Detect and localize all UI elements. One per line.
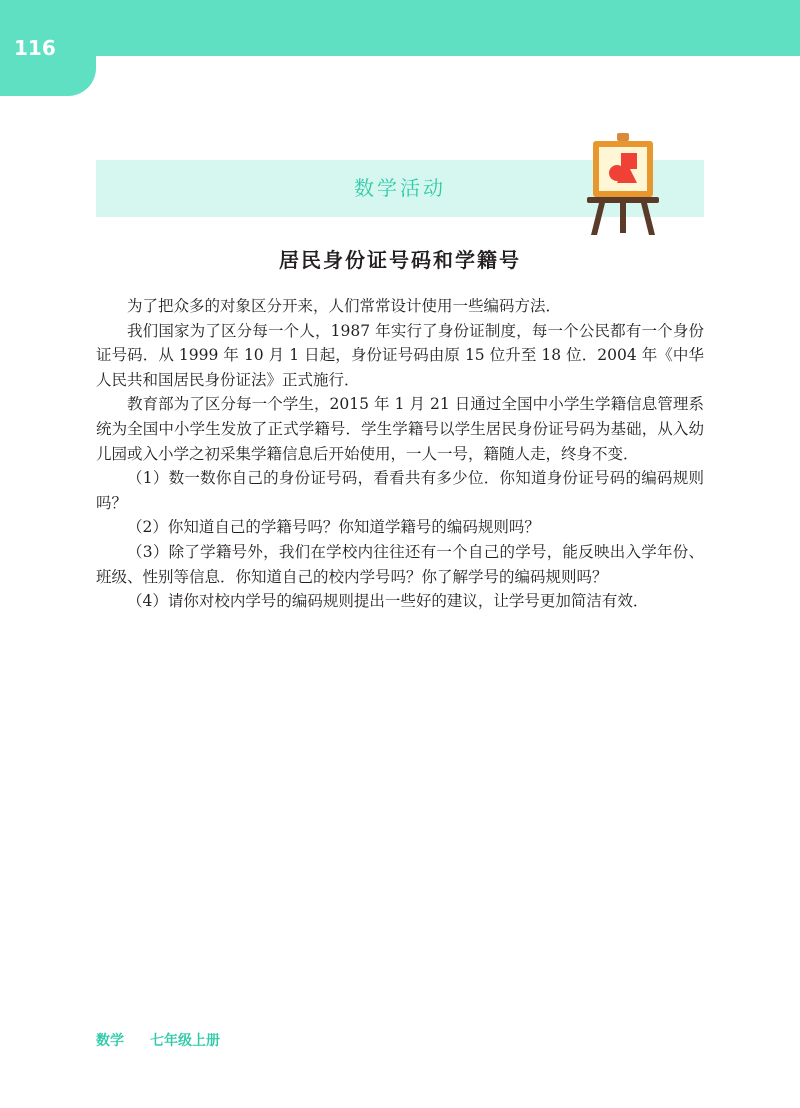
header-band [0,0,800,56]
question-2: （2）你知道自己的学籍号吗？你知道学籍号的编码规则吗？ [127,518,540,537]
page-number: 116 [14,36,56,60]
question-3: （3）除了学籍号外，我们在学校内往往还有一个自己的学号，能反映出入学年份、班级、性别等信息．你知道自己的校内学号吗？你了解学号的编码规则吗？ [96,542,704,586]
activity-title: 数学活动 [354,176,446,200]
article-body [96,294,704,614]
footer-volume: 七年级上册 [150,1033,220,1049]
paragraph-id-card: 我们国家为了区分每一个人，1987 年实行了身份证制度，每一个公民都有一个身份证号码．从 1999 年 10 月 1 日起，身份证号码由原 15 位升至 18 位．2004 年《中华人民共和国居民身份证法》正式施行． [96,321,704,389]
footer-subject: 数学 [96,1033,124,1049]
question-1: （1）数一数你自己的身份证号码，看看共有多少位．你知道身份证号码的编码规则吗？ [96,469,704,512]
paragraph-intro: 为了把众多的对象区分开来，人们常常设计使用一些编码方法． [127,297,562,315]
footer [96,1030,246,1050]
article-title: 居民身份证号码和学籍号 [279,248,521,272]
page-number-tab [0,0,96,96]
easel-icon [583,131,663,235]
paragraph-student-number: 教育部为了区分每一个学生，2015 年 1 月 21 日通过全国中小学生学籍信息管理系统为全国中小学生发放了正式学籍号．学生学籍号以学生居民身份证号码为基础，从入幼儿园或入小学之初采集学籍信息后开始使用，一人一号，籍随人走，终身不变． [96,395,704,463]
question-4: （4）请你对校内学号的编码规则提出一些好的建议，让学号更加简洁有效． [127,592,649,611]
